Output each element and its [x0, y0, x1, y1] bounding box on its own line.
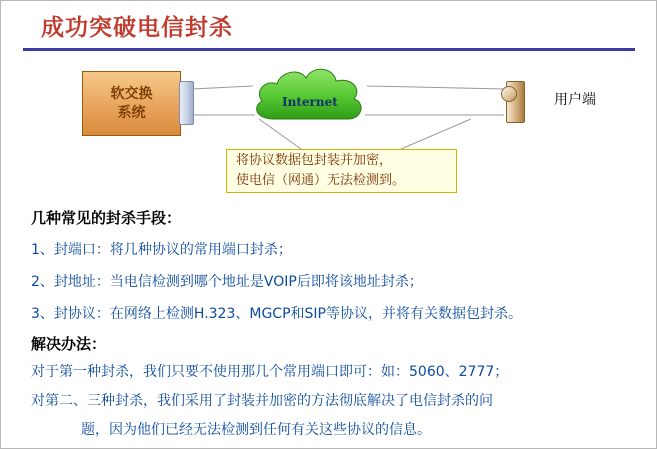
softswitch-label-line2: 系统 — [117, 104, 146, 121]
section-heading-solution: 解决办法： — [31, 335, 107, 353]
list-item: 1、封端口：将几种协议的常用端口封杀； — [31, 242, 292, 258]
softswitch-label-line1: 软交换 — [110, 85, 153, 102]
solution-paragraph-line: 对于第一种封杀，我们只要不使用那几个常用端口即可：如：5060、2777； — [31, 364, 509, 380]
callout-line-2: 使电信（网通）无法检测到。 — [236, 173, 406, 188]
list-item: 3、封协议：在网络上检测H.323、MGCP和SIP等协议，并将有关数据包封杀。 — [31, 306, 522, 322]
encryption-callout — [226, 149, 457, 193]
solution-paragraph-line: 对第二、三种封杀，我们采用了封装并加密的方法彻底解决了电信封杀的问 — [31, 393, 493, 409]
section-heading-blocking-methods: 几种常见的封杀手段： — [31, 209, 182, 227]
client-label: 用户端 — [554, 92, 596, 108]
network-diagram — [1, 53, 657, 208]
callout-line-1: 将协议数据包封装并加密， — [236, 152, 393, 168]
solution-paragraph-line: 题，因为他们已经无法检测到任何有关这些协议的信息。 — [81, 422, 431, 438]
internet-label: Internet — [282, 95, 338, 109]
client-head-icon — [501, 86, 517, 102]
softswitch-port-icon — [179, 81, 194, 125]
page-title: 成功突破电信封杀 — [41, 15, 233, 41]
list-item: 2、封地址：当电信检测到哪个地址是VOIP后即将该地址封杀； — [31, 274, 423, 290]
title-divider — [23, 48, 635, 51]
softswitch-node — [82, 71, 181, 136]
